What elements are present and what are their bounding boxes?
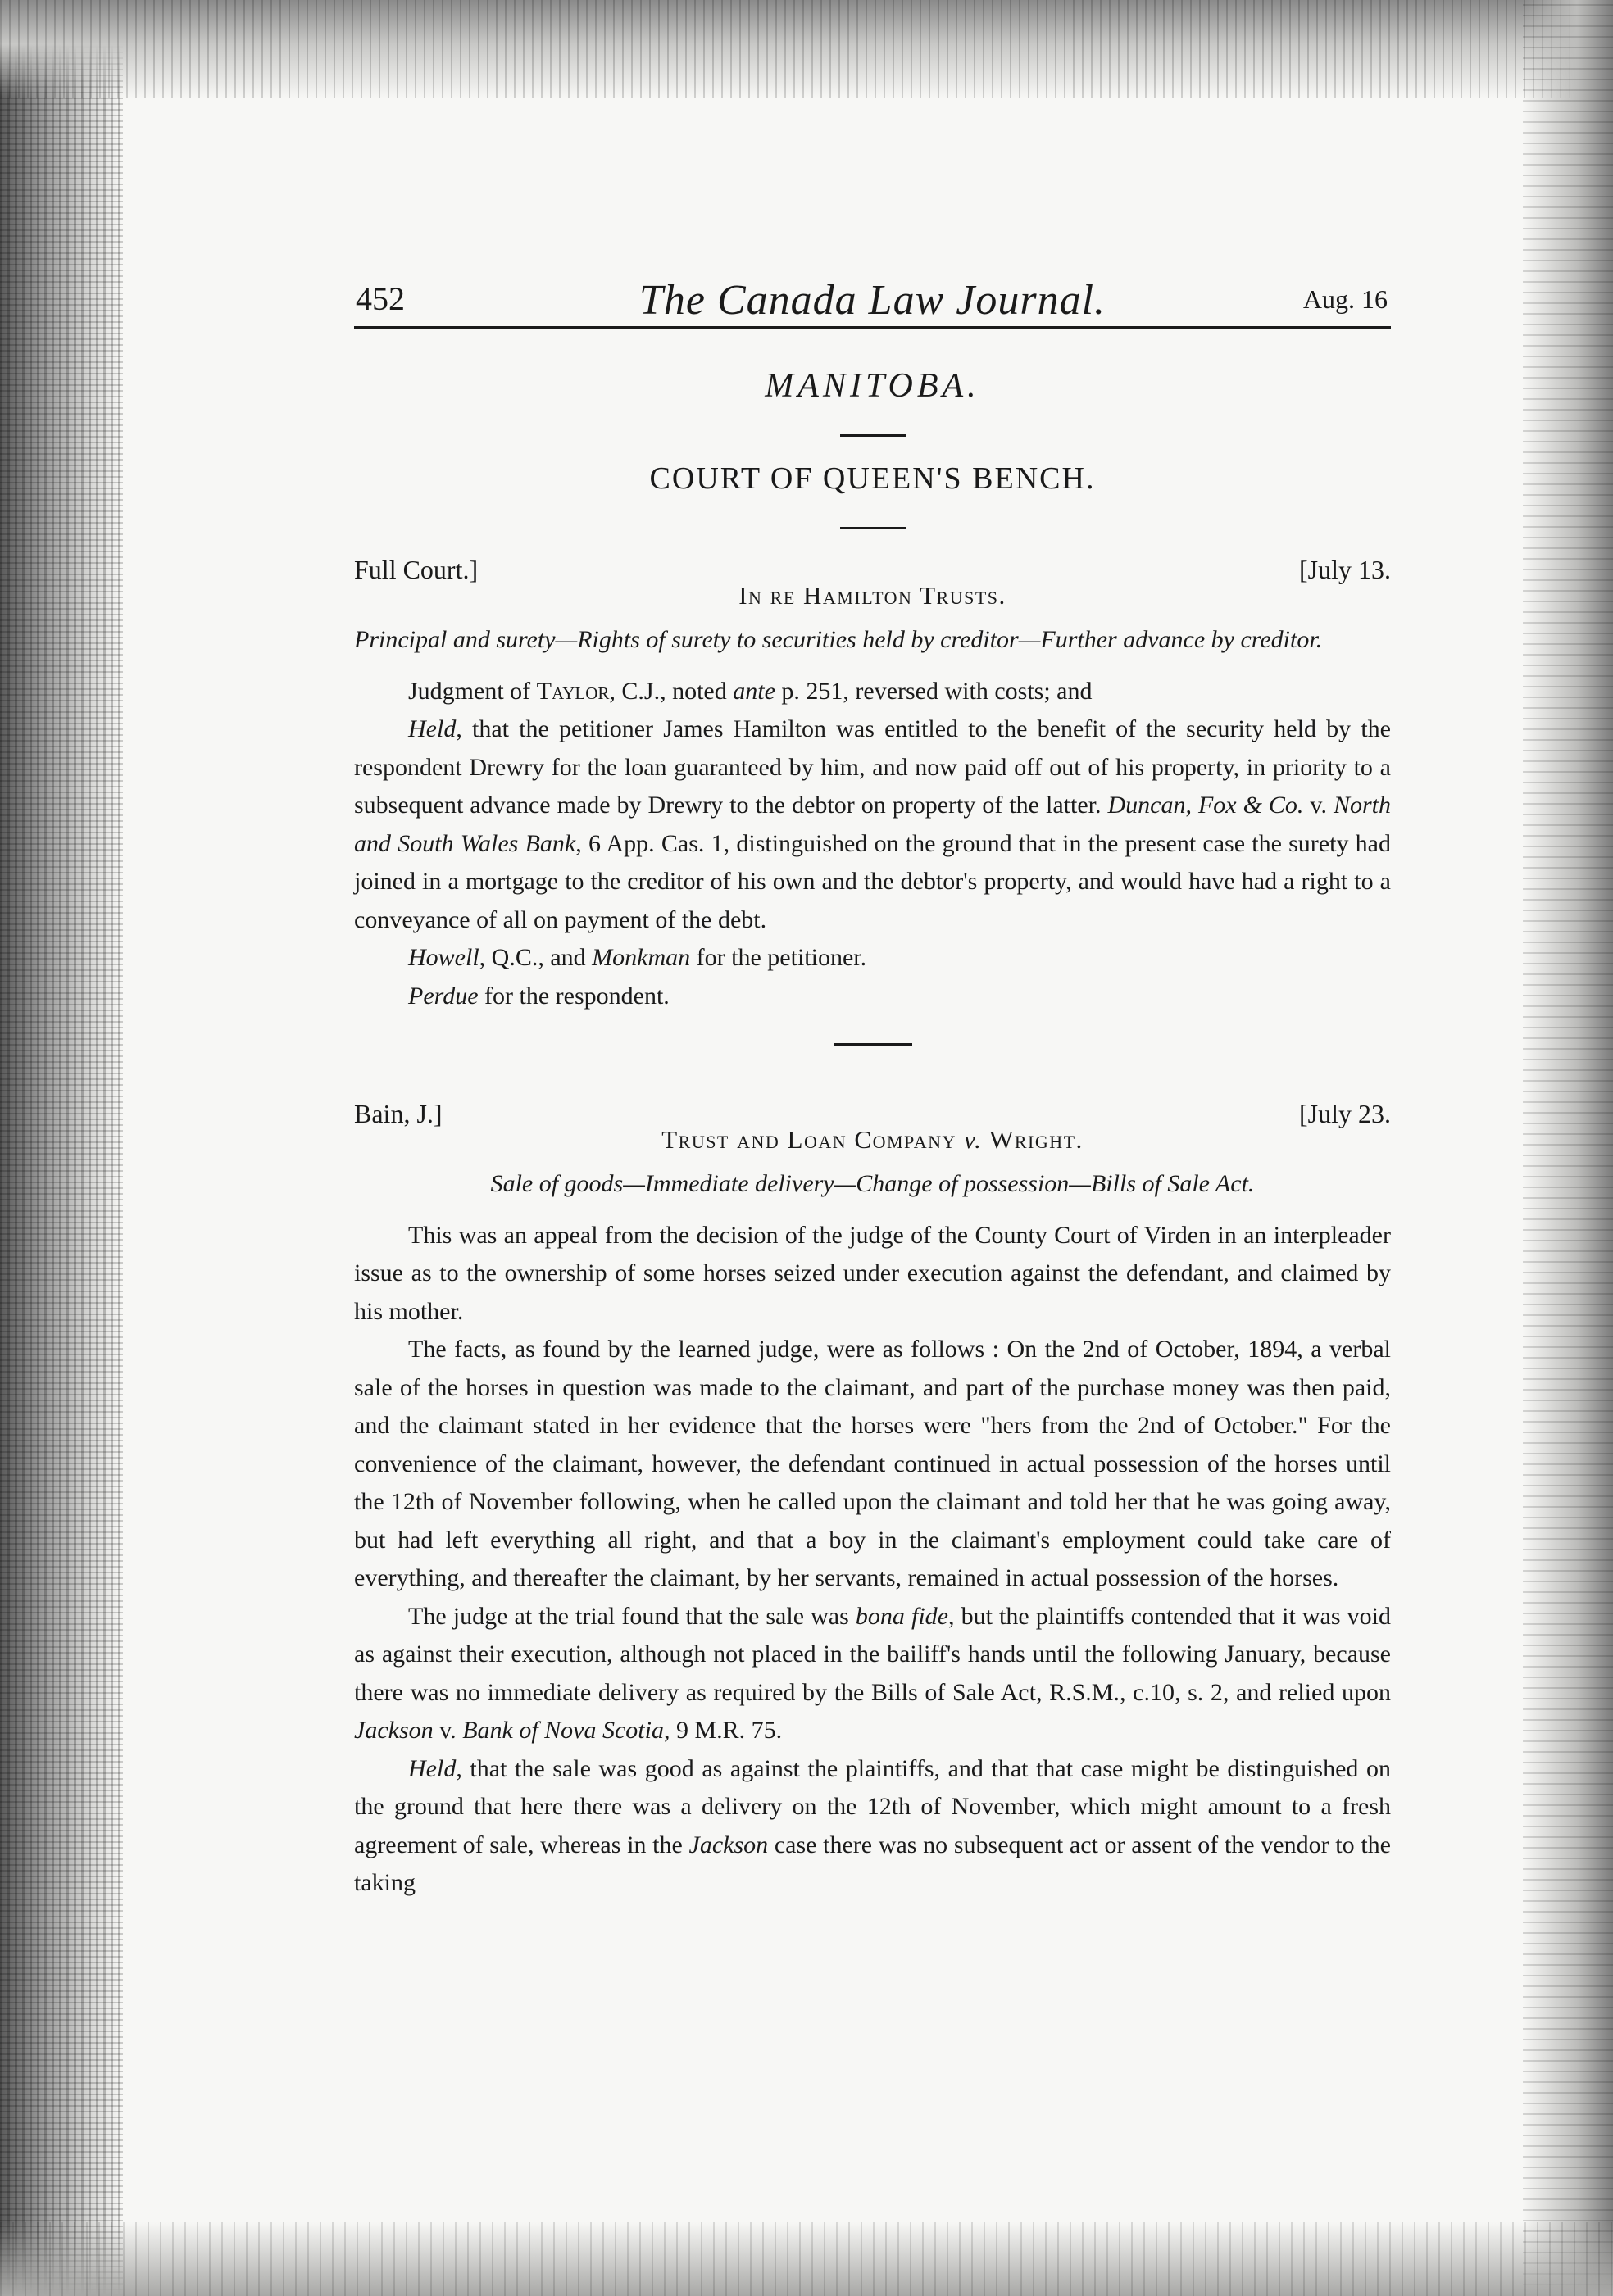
paragraph bbox=[354, 1598, 1391, 1750]
case-citation: North and South Wales Bank bbox=[354, 792, 1391, 857]
paragraph: The facts, as found by the learned judge, were as follows : On the 2nd of October, 1894, a verbal sale of the horses in question was made to the claimant, and part of the purchase money was then paid, and the claimant stated in her evidence that the horses were "hers from the 2nd of October." For the convenience of the claimant, however, the defendant continued in actual possession of the horses until the 12th of November following, when he called upon the claimant and told her that he was going away, but had left everything all right, and that a boy in the claimant's employment could take care of everything, and thereafter the claimant, by her servants, remained in actual possession of the horses. bbox=[354, 1336, 1391, 1591]
text-run: v. bbox=[433, 1717, 463, 1744]
case-header bbox=[354, 551, 1391, 621]
case-trust-and-loan-v-wright bbox=[354, 1095, 1391, 1903]
case-title: In re Hamilton Trusts. bbox=[738, 581, 1006, 610]
counsel-line bbox=[354, 978, 1391, 1016]
headnote: Sale of goods—Immediate delivery—Change of possession—Bills of Sale Act. bbox=[490, 1170, 1255, 1197]
judge-name: Taylor bbox=[536, 677, 610, 705]
divider bbox=[840, 527, 906, 529]
paragraph bbox=[354, 673, 1391, 711]
case-header bbox=[354, 1095, 1391, 1165]
text-run: Judgment of bbox=[408, 677, 537, 705]
case-citation: Duncan, Fox & Co. bbox=[1107, 792, 1304, 819]
scan-edge-left bbox=[0, 0, 123, 2296]
text-run: p. 251, reversed with costs; and bbox=[775, 677, 1093, 705]
italic-term: ante bbox=[733, 677, 775, 705]
paragraph bbox=[354, 1750, 1391, 1903]
text-run: v. bbox=[964, 1125, 983, 1154]
headnote: Principal and surety—Rights of surety to securities held by creditor—Further advance by creditor. bbox=[354, 626, 1323, 653]
text-run: for the respondent. bbox=[478, 982, 670, 1010]
counsel-name: Howell bbox=[408, 944, 479, 971]
court-label: Full Court.] bbox=[354, 555, 479, 584]
counsel-name: Perdue bbox=[408, 982, 479, 1010]
counsel-name: Monkman bbox=[592, 944, 691, 971]
page-number: 452 bbox=[356, 279, 405, 317]
text-run: for the petitioner. bbox=[690, 944, 867, 971]
text-run: , that the sale was good as against the plaintiffs, and that that case might be distinguished on the ground that here there was a delivery on the 12th of November, which might amount to a fresh agreement of sale, whereas in the bbox=[354, 1754, 1391, 1858]
italic-term: bona fide bbox=[855, 1602, 948, 1630]
text-run: Wright. bbox=[982, 1125, 1084, 1154]
text-run: , 6 App. Cas. 1, distinguished on the ground that in the present case the surety had joined in a mortgage to the creditor of his own and the debtor's property, and would have had a right to a conveyance of all on payment of the debt. bbox=[354, 829, 1391, 933]
case-hamilton-trusts bbox=[354, 551, 1391, 1015]
text-run: Trust and Loan Company bbox=[661, 1125, 965, 1154]
text-run: , C.J., noted bbox=[609, 677, 734, 705]
case-date: [July 23. bbox=[1299, 1099, 1391, 1128]
divider bbox=[840, 434, 906, 437]
scan-edge-bottom bbox=[0, 2222, 1613, 2296]
journal-title: The Canada Law Journal. bbox=[638, 276, 1106, 324]
italic-term: Held bbox=[408, 1754, 457, 1782]
running-header bbox=[354, 269, 1391, 329]
divider bbox=[834, 1043, 912, 1046]
issue-date: Aug. 16 bbox=[1302, 284, 1388, 314]
italic-term: Held bbox=[408, 715, 457, 742]
province-heading: MANITOBA. bbox=[765, 367, 980, 405]
text-run: v. bbox=[1303, 792, 1334, 819]
text-run: The judge at the trial found that the sale was bbox=[408, 1602, 856, 1630]
counsel-line bbox=[354, 939, 1391, 978]
case-title bbox=[354, 1121, 1391, 1159]
paragraph: This was an appeal from the decision of the judge of the County Court of Virden in an interpleader issue as to the ownership of some horses seized under execution against the defendant, and claimed by his mother. bbox=[354, 1221, 1391, 1325]
text-run: , Q.C., and bbox=[479, 944, 593, 971]
case-citation: Jackson bbox=[354, 1717, 434, 1744]
case-date: [July 13. bbox=[1299, 555, 1391, 584]
scan-edge-top bbox=[0, 0, 1613, 98]
text-run: , but the plaintiffs contended that it was void as against their execution, although not placed in the bailiff's hands until the following January, because there was no immediate delivery as required by the Bills of Sale Act, R.S.M., c.10, s. 2, and relied upon bbox=[354, 1602, 1391, 1706]
case-citation: Jackson bbox=[688, 1831, 769, 1858]
court-heading: COURT OF QUEEN'S BENCH. bbox=[649, 461, 1096, 496]
court-label: Bain, J.] bbox=[354, 1099, 443, 1128]
text-run: , 9 M.R. 75. bbox=[663, 1717, 783, 1744]
paragraph bbox=[354, 710, 1391, 939]
text-run: , that the petitioner James Hamilton was entitled to the benefit of the security held by the respondent Drewry for the loan guaranteed by him, and now paid off out of his property, in priority to a subsequent advance made by Drewry to the debtor on property of the latter. bbox=[354, 715, 1391, 819]
page-content bbox=[354, 269, 1391, 1903]
case-citation: Bank of Nova Scotia bbox=[462, 1717, 664, 1744]
scan-edge-right bbox=[1523, 0, 1613, 2296]
text-run: case there was no subsequent act or assent of the vendor to the taking bbox=[354, 1831, 1391, 1896]
